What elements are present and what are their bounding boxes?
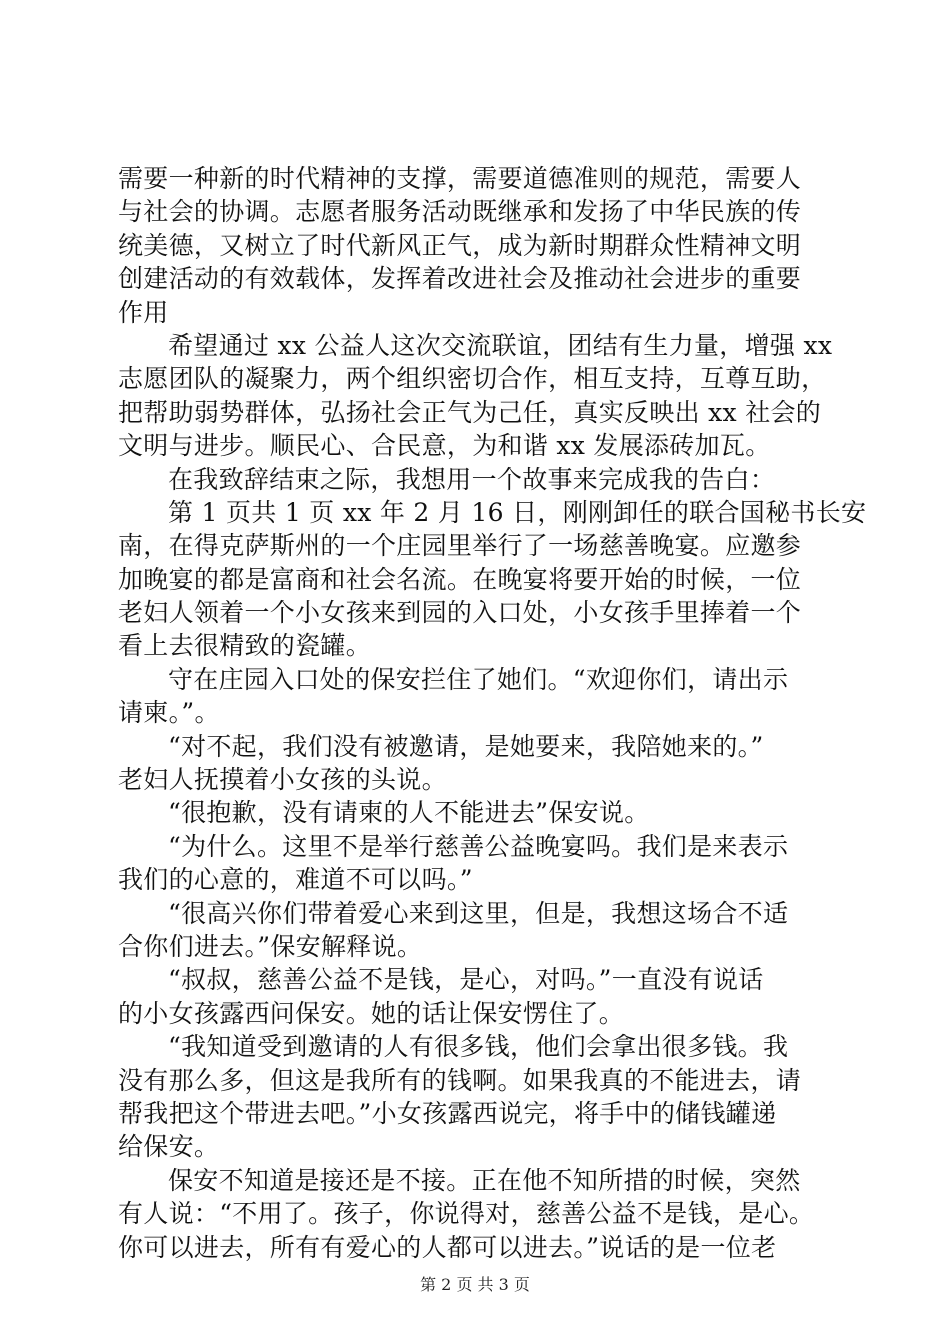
text-line: 统美德，又树立了时代新风正气，成为新时期群众性精神文明 (118, 230, 802, 260)
text-line: 创建活动的有效载体，发挥着改进社会及推动社会进步的重要 (118, 264, 802, 294)
text-line: “我知道受到邀请的人有很多钱，他们会拿出很多钱。我 (168, 1032, 789, 1062)
body-text (118, 162, 867, 1264)
text-line: “对不起，我们没有被邀请，是她要来，我陪她来的。” (168, 731, 764, 761)
text-line: 保安不知道是接还是不接。正在他不知所措的时候，突然 (168, 1165, 801, 1195)
text-line: 志愿团队的凝聚力，两个组织密切合作，相互支持，互尊互助， (118, 364, 827, 394)
text-line: 你可以进去，所有有爱心的人都可以进去。”说话的是一位老 (118, 1232, 777, 1262)
text-line: 请柬。”。 (118, 698, 220, 728)
text-line: 的小女孩露西问保安。她的话让保安愣住了。 (118, 998, 625, 1028)
text-line: “叔叔，慈善公益不是钱，是心，对吗。”一直没有说话 (168, 965, 764, 995)
text-line: 老妇人抚摸着小女孩的头说。 (118, 765, 447, 795)
text-line: “为什么。这里不是举行慈善公益晚宴吗。我们是来表示 (168, 831, 789, 861)
text-line: 第 1 页共 1 页 xx 年 2 月 16 日，刚刚卸任的联合国秘书长安 (168, 497, 867, 527)
text-line: 老妇人领着一个小女孩来到园的入口处，小女孩手里捧着一个 (118, 598, 802, 628)
text-line: 加晚宴的都是富商和社会名流。在晚宴将要开始的时候，一位 (118, 564, 802, 594)
text-line: 看上去很精致的瓷罐。 (118, 631, 372, 661)
text-line: “很抱歉，没有请柬的人不能进去”保安说。 (168, 798, 650, 828)
text-line: “很高兴你们带着爱心来到这里，但是，我想这场合不适 (168, 898, 789, 928)
text-line: 给保安。 (118, 1132, 220, 1162)
text-line: 与社会的协调。志愿者服务活动既继承和发扬了中华民族的传 (118, 197, 802, 227)
text-line: 需要一种新的时代精神的支撑，需要道德准则的规范，需要人 (118, 164, 802, 193)
text-line: 守在庄园入口处的保安拦住了她们。“欢迎你们，请出示 (168, 664, 789, 694)
text-line: 南，在得克萨斯州的一个庄园里举行了一场慈善晚宴。应邀参 (118, 531, 802, 561)
text-line: 合你们进去。”保安解释说。 (118, 931, 423, 961)
text-line: 没有那么多，但这是我所有的钱啊。如果我真的不能进去，请 (118, 1065, 802, 1095)
text-line: 作用 (118, 297, 169, 327)
text-line: 在我致辞结束之际，我想用一个故事来完成我的告白： (168, 464, 776, 494)
page-footer: 第 2 页 共 3 页 (420, 1275, 530, 1294)
text-line: 希望通过 xx 公益人这次交流联谊，团结有生力量，增强 xx (168, 330, 833, 360)
text-line: 我们的心意的，难道不可以吗。” (118, 865, 473, 895)
text-line: 帮我把这个带进去吧。”小女孩露西说完，将手中的储钱罐递 (118, 1098, 777, 1128)
text-line: 有人说：“不用了。孩子，你说得对，慈善公益不是钱，是心。 (118, 1199, 815, 1229)
text-line: 文明与进步。顺民心、合民意，为和谐 xx 发展添砖加瓦。 (118, 431, 771, 461)
text-line: 把帮助弱势群体，弘扬社会正气为己任，真实反映出 xx 社会的 (118, 397, 822, 427)
